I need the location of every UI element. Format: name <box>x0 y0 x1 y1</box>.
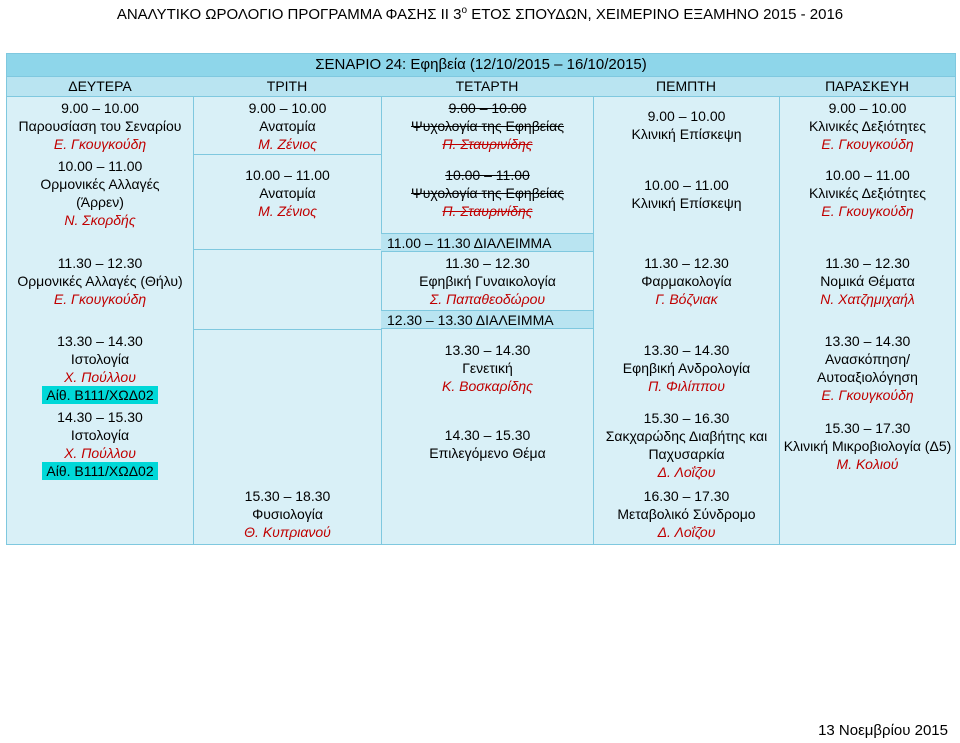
session-title-line2: Παχυσαρκία <box>648 446 725 462</box>
session-block <box>382 341 593 395</box>
day-thursday: ΠΕΜΠΤΗ <box>656 78 716 94</box>
session-time: 10.00 – 11.00 <box>825 167 910 183</box>
session-person: Μ. Κολιού <box>836 456 899 472</box>
session-block <box>780 99 955 153</box>
session-person: Ν. Σκορδής <box>64 212 136 228</box>
session-block <box>194 99 381 153</box>
wednesday-column-afternoon <box>382 96 593 544</box>
break-band: 12.30 – 13.30 ΔΙΑΛΕΙΜΜΑ <box>381 310 593 329</box>
row-divider <box>194 249 381 250</box>
session-time: 9.00 – 10.00 <box>828 100 907 116</box>
session-time: 11.30 – 12.30 <box>825 255 910 271</box>
session-block <box>594 409 779 481</box>
session-person: Π. Σταυρινίδης <box>442 136 533 152</box>
session-block <box>594 107 779 143</box>
session-person: Γ. Βόζνιακ <box>655 291 718 307</box>
session-time: 14.30 – 15.30 <box>444 427 531 443</box>
days-header <box>7 76 955 97</box>
session-title: Ανασκόπηση/ <box>825 351 910 367</box>
session-title: Κλινική Μικροβιολογία (Δ5) <box>783 438 952 454</box>
session-block <box>594 176 779 212</box>
session-title-line2: (Άρρεν) <box>76 194 124 210</box>
row-divider <box>194 329 381 330</box>
session-title: Φυσιολογία <box>252 506 323 522</box>
session-person: Ε. Γκουγκούδη <box>53 291 147 307</box>
session-person: Χ. Πούλλου <box>64 445 136 461</box>
session-title: Μεταβολικό Σύνδρομο <box>617 506 756 522</box>
document-title: ΑΝΑΛΥΤΙΚΟ ΩΡΟΛΟΓΙΟ ΠΡΟΓΡΑΜΜΑ ΦΑΣΗΣ ΙΙ $3^o$ ΕΤΟΣ ΣΠΟΥΔΩΝ, ΧΕΙΜΕΡΙΝΟ ΕΞΑΜΗΝΟ 2015 - 2016 <box>116 5 844 23</box>
session-time: 11.30 – 12.30 <box>445 255 530 271</box>
session-title: Κλινικές Δεξιότητες <box>808 185 927 201</box>
room-badge: Αίθ. Β111/ΧΩΔ02 <box>42 386 157 404</box>
session-person: Ε. Γκουγκούδη <box>821 387 914 403</box>
room-badge: Αίθ. Β111/ΧΩΔ02 <box>42 462 157 480</box>
session-time: 11.30 – 12.30 <box>57 255 143 271</box>
session-title: Ψυχολογία της Εφηβείας <box>411 118 564 134</box>
session-person: Κ. Βοσκαρίδης <box>442 378 533 394</box>
session-title: Κλινική Επίσκεψη <box>631 126 742 142</box>
day-wednesday: ΤΕΤΑΡΤΗ <box>455 78 519 94</box>
break-band: 11.00 – 11.30 ΔΙΑΛΕΙΜΜΑ <box>381 233 593 252</box>
session-time: 10.00 – 11.00 <box>445 167 530 183</box>
session-title: Ανατομία <box>259 185 316 201</box>
session-title: Γενετική <box>462 360 513 376</box>
session-title: Εφηβική Γυναικολογία <box>419 273 556 289</box>
session-block <box>594 254 779 308</box>
session-block <box>780 166 955 220</box>
session-title: Ιστολογία <box>70 427 130 443</box>
session-block <box>594 487 779 541</box>
session-person: Χ. Πούλλου <box>64 369 136 385</box>
scenario-header: ΣΕΝΑΡΙΟ 24: Εφηβεία (12/10/2015 – 16/10/2015) <box>7 54 955 76</box>
tuesday-column <box>194 96 381 544</box>
session-time: 13.30 – 14.30 <box>57 333 143 349</box>
session-title: Σακχαρώδης Διαβήτης και <box>605 428 768 444</box>
session-block <box>780 332 955 404</box>
day-friday: ΠΑΡΑΣΚΕΥΗ <box>825 78 909 94</box>
session-time: 15.30 – 16.30 <box>643 410 730 426</box>
session-time: 16.30 – 17.30 <box>643 488 730 504</box>
session-title: Ορμονικές Αλλαγές <box>40 176 160 192</box>
session-block <box>7 332 193 404</box>
session-title: Ψυχολογία της Εφηβείας <box>411 185 564 201</box>
day-monday: ΔΕΥΤΕΡΑ <box>68 78 132 94</box>
monday-column <box>7 96 193 544</box>
session-person: Μ. Ζένιος <box>258 203 317 219</box>
session-person: Π. Φιλίππου <box>648 378 725 394</box>
session-time: 9.00 – 10.00 <box>248 100 327 116</box>
session-block <box>7 99 193 153</box>
friday-column <box>780 96 955 544</box>
thursday-column <box>594 96 779 544</box>
document-date: 13 Νοεμβρίου 2015 <box>818 722 948 739</box>
session-time: 14.30 – 15.30 <box>57 409 143 425</box>
session-title: Κλινική Επίσκεψη <box>631 195 742 211</box>
session-title: Κλινικές Δεξιότητες <box>808 118 927 134</box>
session-time: 15.30 – 17.30 <box>824 420 911 436</box>
session-block <box>7 408 193 480</box>
session-person: Π. Σταυρινίδης <box>442 203 533 219</box>
session-title: Ανατομία <box>259 118 316 134</box>
session-title: Επιλεγόμενο Θέμα <box>429 445 546 461</box>
session-time: 11.30 – 12.30 <box>644 255 729 271</box>
session-person: Δ. Λοΐζου <box>657 464 716 480</box>
session-block <box>194 166 381 220</box>
session-block <box>594 341 779 395</box>
session-title: Ορμονικές Αλλαγές (Θήλυ) <box>17 273 183 289</box>
session-person: Δ. Λοΐζου <box>657 524 716 540</box>
session-block <box>7 157 193 229</box>
session-person: Ν. Χατζημιχαήλ <box>820 291 915 307</box>
session-person: Ε. Γκουγκούδη <box>821 136 914 152</box>
session-time: 10.00 – 11.00 <box>57 158 143 174</box>
session-person: Ε. Γκουγκούδη <box>821 203 914 219</box>
session-title-line2: Αυτοαξιολόγηση <box>817 369 918 385</box>
session-time: 10.00 – 11.00 <box>245 167 330 183</box>
session-title: Εφηβική Ανδρολογία <box>622 360 751 376</box>
session-title: Παρουσίαση του Σεναρίου <box>18 118 182 134</box>
session-title: Νομικά Θέματα <box>820 273 915 289</box>
session-time: 13.30 – 14.30 <box>824 333 911 349</box>
session-block <box>194 487 381 541</box>
session-time: 9.00 – 10.00 <box>647 108 726 124</box>
session-person: Θ. Κυπριανού <box>244 524 331 540</box>
session-block <box>7 254 193 308</box>
session-title: Φαρμακολογία <box>641 273 732 289</box>
session-time: 9.00 – 10.00 <box>448 100 527 116</box>
session-person: Ε. Γκουγκούδη <box>53 136 147 152</box>
session-time: 10.00 – 11.00 <box>644 177 729 193</box>
session-block <box>780 254 955 308</box>
session-block <box>382 426 593 462</box>
session-time: 13.30 – 14.30 <box>643 342 730 358</box>
day-tuesday: ΤΡΙΤΗ <box>266 78 308 94</box>
session-block <box>780 419 955 473</box>
session-person: Μ. Ζένιος <box>258 136 317 152</box>
row-divider <box>194 154 381 155</box>
session-title: Ιστολογία <box>70 351 130 367</box>
session-person: Σ. Παπαθεοδώρου <box>429 291 546 307</box>
session-time: 15.30 – 18.30 <box>244 488 331 504</box>
session-time: 9.00 – 10.00 <box>61 100 139 116</box>
schedule-table <box>6 53 956 545</box>
session-time: 13.30 – 14.30 <box>444 342 531 358</box>
